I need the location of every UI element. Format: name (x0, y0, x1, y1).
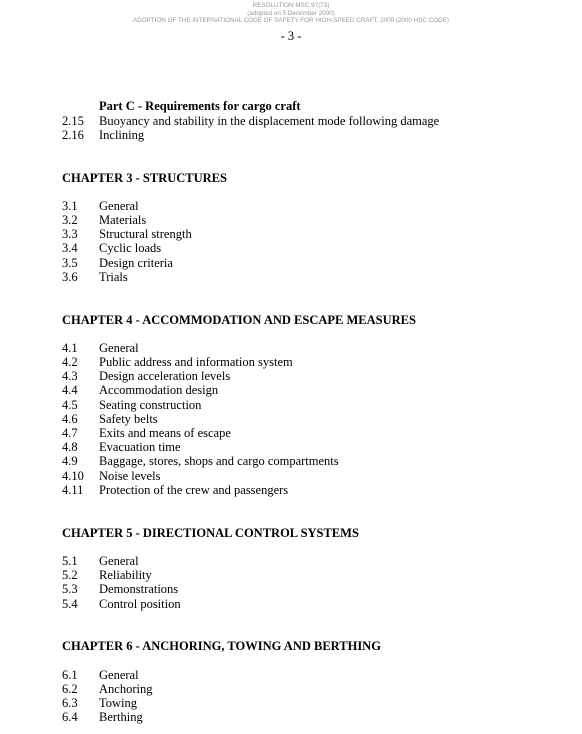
toc-entry-title: Baggage, stores, shops and cargo compartments (99, 454, 339, 468)
toc-entry-number: 5.2 (62, 568, 78, 582)
toc-entry (62, 554, 562, 568)
toc-entry-title: Buoyancy and stability in the displacement mode following damage (99, 114, 440, 128)
toc-entry-number: 4.6 (62, 412, 78, 426)
toc-entry (62, 270, 562, 284)
toc-entry-title: Towing (99, 696, 138, 710)
toc-entry (62, 199, 562, 213)
chapter-6-heading: CHAPTER 6 - ANCHORING, TOWING AND BERTHING (62, 639, 381, 653)
toc-entry-number: 4.11 (62, 483, 84, 497)
toc-entry-number: 4.3 (62, 369, 78, 383)
toc-entry-number: 5.1 (62, 554, 78, 568)
toc-entry (62, 696, 562, 710)
toc-entry-number: 3.3 (62, 227, 78, 241)
toc-entry-title: Reliability (99, 568, 152, 582)
toc-entry-title: Anchoring (99, 682, 153, 696)
toc-entry-title: General (99, 668, 139, 682)
toc-entry-number: 6.4 (62, 710, 78, 724)
toc-entry-number: 4.1 (62, 341, 78, 355)
toc-entry-number: 5.4 (62, 597, 78, 611)
toc-entry-title: Protection of the crew and passengers (99, 483, 289, 497)
toc-entry-title: Control position (99, 597, 181, 611)
toc-entry (62, 682, 562, 696)
toc-entry-title: Structural strength (99, 227, 192, 241)
toc-entry-number: 3.1 (62, 199, 78, 213)
toc-entry-title: Evacuation time (99, 440, 181, 454)
toc-entry (62, 398, 562, 412)
toc-entry-title: Safety belts (99, 412, 158, 426)
toc-entry-title: Noise levels (99, 469, 161, 483)
toc-entry (62, 256, 562, 270)
toc-entry-number: 4.7 (62, 426, 78, 440)
toc-entry-number: 2.16 (62, 128, 84, 142)
toc-entry (62, 383, 562, 397)
toc-entry-number: 3.2 (62, 213, 78, 227)
toc-entry (62, 369, 562, 383)
toc-entry-title: Trials (99, 270, 128, 284)
toc-entry-title: Design acceleration levels (99, 369, 231, 383)
toc-entry-title: Seating construction (99, 398, 202, 412)
toc-entry-title: Design criteria (99, 256, 173, 270)
running-header (0, 2, 582, 25)
toc-entry (62, 241, 562, 255)
toc-entry (62, 426, 562, 440)
toc-entry (62, 341, 562, 355)
toc-entry-number: 3.4 (62, 241, 78, 255)
toc-entry-title: Demonstrations (99, 582, 179, 596)
toc-entry-title: Exits and means of escape (99, 426, 231, 440)
part-c-heading: Part C - Requirements for cargo craft (99, 99, 301, 113)
toc-entry-number: 5.3 (62, 582, 78, 596)
toc-entry (62, 710, 562, 724)
toc-entry-number: 6.3 (62, 696, 78, 710)
toc-entry (62, 355, 562, 369)
toc-entry-number: 6.2 (62, 682, 78, 696)
toc-entry-title: Inclining (99, 128, 145, 142)
toc-entry-number: 4.5 (62, 398, 78, 412)
toc-entry (62, 469, 562, 483)
toc-entry (62, 582, 562, 596)
toc-entry (62, 213, 562, 227)
toc-entry-number: 4.9 (62, 454, 78, 468)
toc-entry (62, 128, 562, 142)
toc-entry-number: 4.10 (62, 469, 84, 483)
toc-entry (62, 668, 562, 682)
toc-entry-title: General (99, 341, 139, 355)
toc-entry-title: Accommodation design (99, 383, 219, 397)
toc-entry (62, 454, 562, 468)
toc-entry-number: 4.4 (62, 383, 78, 397)
header-resolution: RESOLUTION MSC.97(73) (252, 2, 330, 9)
toc-entry (62, 597, 562, 611)
toc-entry-number: 4.2 (62, 355, 78, 369)
toc-entry (62, 483, 562, 497)
header-document-title: ADOPTION OF THE INTERNATIONAL CODE OF SAFETY FOR HIGH-SPEED CRAFT, 2000 (2000 HSC CODE) (132, 17, 450, 25)
toc-entry-title: Cyclic loads (99, 241, 162, 255)
toc-entry-title: General (99, 199, 139, 213)
toc-entry-number: 6.1 (62, 668, 78, 682)
toc-entry-number: 4.8 (62, 440, 78, 454)
toc-entry-title: Materials (99, 213, 147, 227)
toc-entry-number: 3.6 (62, 270, 78, 284)
toc-entry (62, 568, 562, 582)
header-adoption-date: (adopted on 5 December 2000) (247, 9, 335, 17)
page-number: - 3 - (280, 29, 302, 43)
chapter-5-heading: CHAPTER 5 - DIRECTIONAL CONTROL SYSTEMS (62, 526, 359, 540)
toc-entry-number: 3.5 (62, 256, 78, 270)
toc-entry-number: 2.15 (62, 114, 84, 128)
toc-entry-title: General (99, 554, 139, 568)
toc-entry (62, 440, 562, 454)
toc-entry (62, 412, 562, 426)
toc-entry (62, 227, 562, 241)
toc-entry-title: Public address and information system (99, 355, 293, 369)
toc-entry-title: Berthing (99, 710, 143, 724)
chapter-3-heading: CHAPTER 3 - STRUCTURES (62, 171, 227, 185)
toc-entry (62, 114, 562, 128)
chapter-4-heading: CHAPTER 4 - ACCOMMODATION AND ESCAPE MEASURES (62, 313, 416, 327)
